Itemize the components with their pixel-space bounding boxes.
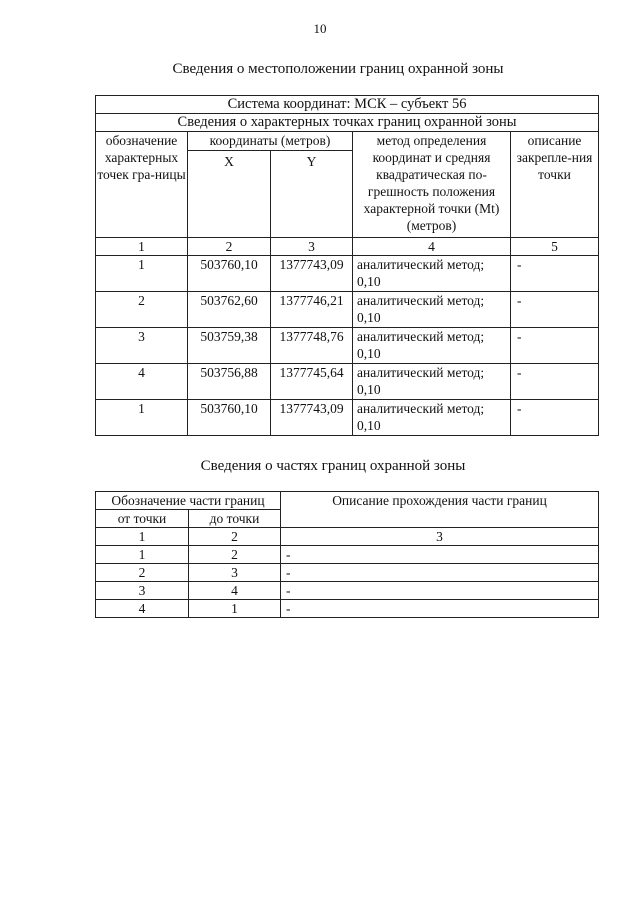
header-part: Обозначение части границ xyxy=(96,492,281,510)
header-coordinates: координаты (метров) xyxy=(188,132,353,151)
method: аналитический метод; 0,10 xyxy=(353,256,511,292)
method: аналитический метод; 0,10 xyxy=(353,400,511,436)
part-description: - xyxy=(281,564,599,582)
section-title-parts: Сведения о частях границ охранной зоны xyxy=(200,458,466,474)
coord-y: 1377743,09 xyxy=(271,256,353,292)
header-y: Y xyxy=(271,151,353,238)
table-row xyxy=(96,600,599,618)
point-description: - xyxy=(511,364,599,400)
table-row xyxy=(96,582,599,600)
column-number: 3 xyxy=(281,528,599,546)
column-number: 4 xyxy=(353,238,511,256)
point-id: 1 xyxy=(96,400,188,436)
table-row xyxy=(96,328,599,364)
column-number: 2 xyxy=(189,528,281,546)
part-description: - xyxy=(281,600,599,618)
table-row xyxy=(96,256,599,292)
coordinate-system: Система координат: МСК – субъект 56 xyxy=(96,96,599,114)
to-point: 3 xyxy=(189,564,281,582)
coord-x: 503756,88 xyxy=(188,364,271,400)
part-description: - xyxy=(281,546,599,564)
column-number: 1 xyxy=(96,238,188,256)
from-point: 2 xyxy=(96,564,189,582)
header-to-point: до точки xyxy=(189,510,281,528)
column-number: 2 xyxy=(188,238,271,256)
coord-y: 1377746,21 xyxy=(271,292,353,328)
column-number: 5 xyxy=(511,238,599,256)
method: аналитический метод; 0,10 xyxy=(353,328,511,364)
to-point: 1 xyxy=(189,600,281,618)
column-number: 3 xyxy=(271,238,353,256)
point-id: 2 xyxy=(96,292,188,328)
section-title-boundaries: Сведения о местоположении границ охранной зоны xyxy=(172,61,504,77)
header-point: обозначение характерных точек гра-ницы xyxy=(96,132,188,238)
point-description: - xyxy=(511,400,599,436)
point-description: - xyxy=(511,256,599,292)
from-point: 3 xyxy=(96,582,189,600)
header-method: метод определения координат и средняя квадратическая по-грешность положения характерной точки (Mt) (метров) xyxy=(353,132,511,238)
points-subheader: Сведения о характерных точках границ охранной зоны xyxy=(96,114,599,132)
method: аналитический метод; 0,10 xyxy=(353,292,511,328)
point-id: 4 xyxy=(96,364,188,400)
coord-x: 503762,60 xyxy=(188,292,271,328)
page-number: 10 xyxy=(313,21,327,36)
header-description: описание закрепле-ния точки xyxy=(511,132,599,238)
point-id: 3 xyxy=(96,328,188,364)
header-part-description: Описание прохождения части границ xyxy=(281,492,599,528)
coord-y: 1377748,76 xyxy=(271,328,353,364)
point-id: 1 xyxy=(96,256,188,292)
coord-y: 1377743,09 xyxy=(271,400,353,436)
to-point: 4 xyxy=(189,582,281,600)
from-point: 4 xyxy=(96,600,189,618)
column-number: 1 xyxy=(96,528,189,546)
point-description: - xyxy=(511,328,599,364)
method: аналитический метод; 0,10 xyxy=(353,364,511,400)
coord-x: 503759,38 xyxy=(188,328,271,364)
coord-y: 1377745,64 xyxy=(271,364,353,400)
header-x: X xyxy=(188,151,271,238)
coord-x: 503760,10 xyxy=(188,256,271,292)
table-row xyxy=(96,400,599,436)
boundary-points-table xyxy=(95,95,599,436)
part-description: - xyxy=(281,582,599,600)
to-point: 2 xyxy=(189,546,281,564)
point-description: - xyxy=(511,292,599,328)
coord-x: 503760,10 xyxy=(188,400,271,436)
table-row xyxy=(96,564,599,582)
table-row xyxy=(96,546,599,564)
from-point: 1 xyxy=(96,546,189,564)
header-from-point: от точки xyxy=(96,510,189,528)
boundary-parts-table xyxy=(95,491,599,618)
table-row xyxy=(96,364,599,400)
table-row xyxy=(96,292,599,328)
